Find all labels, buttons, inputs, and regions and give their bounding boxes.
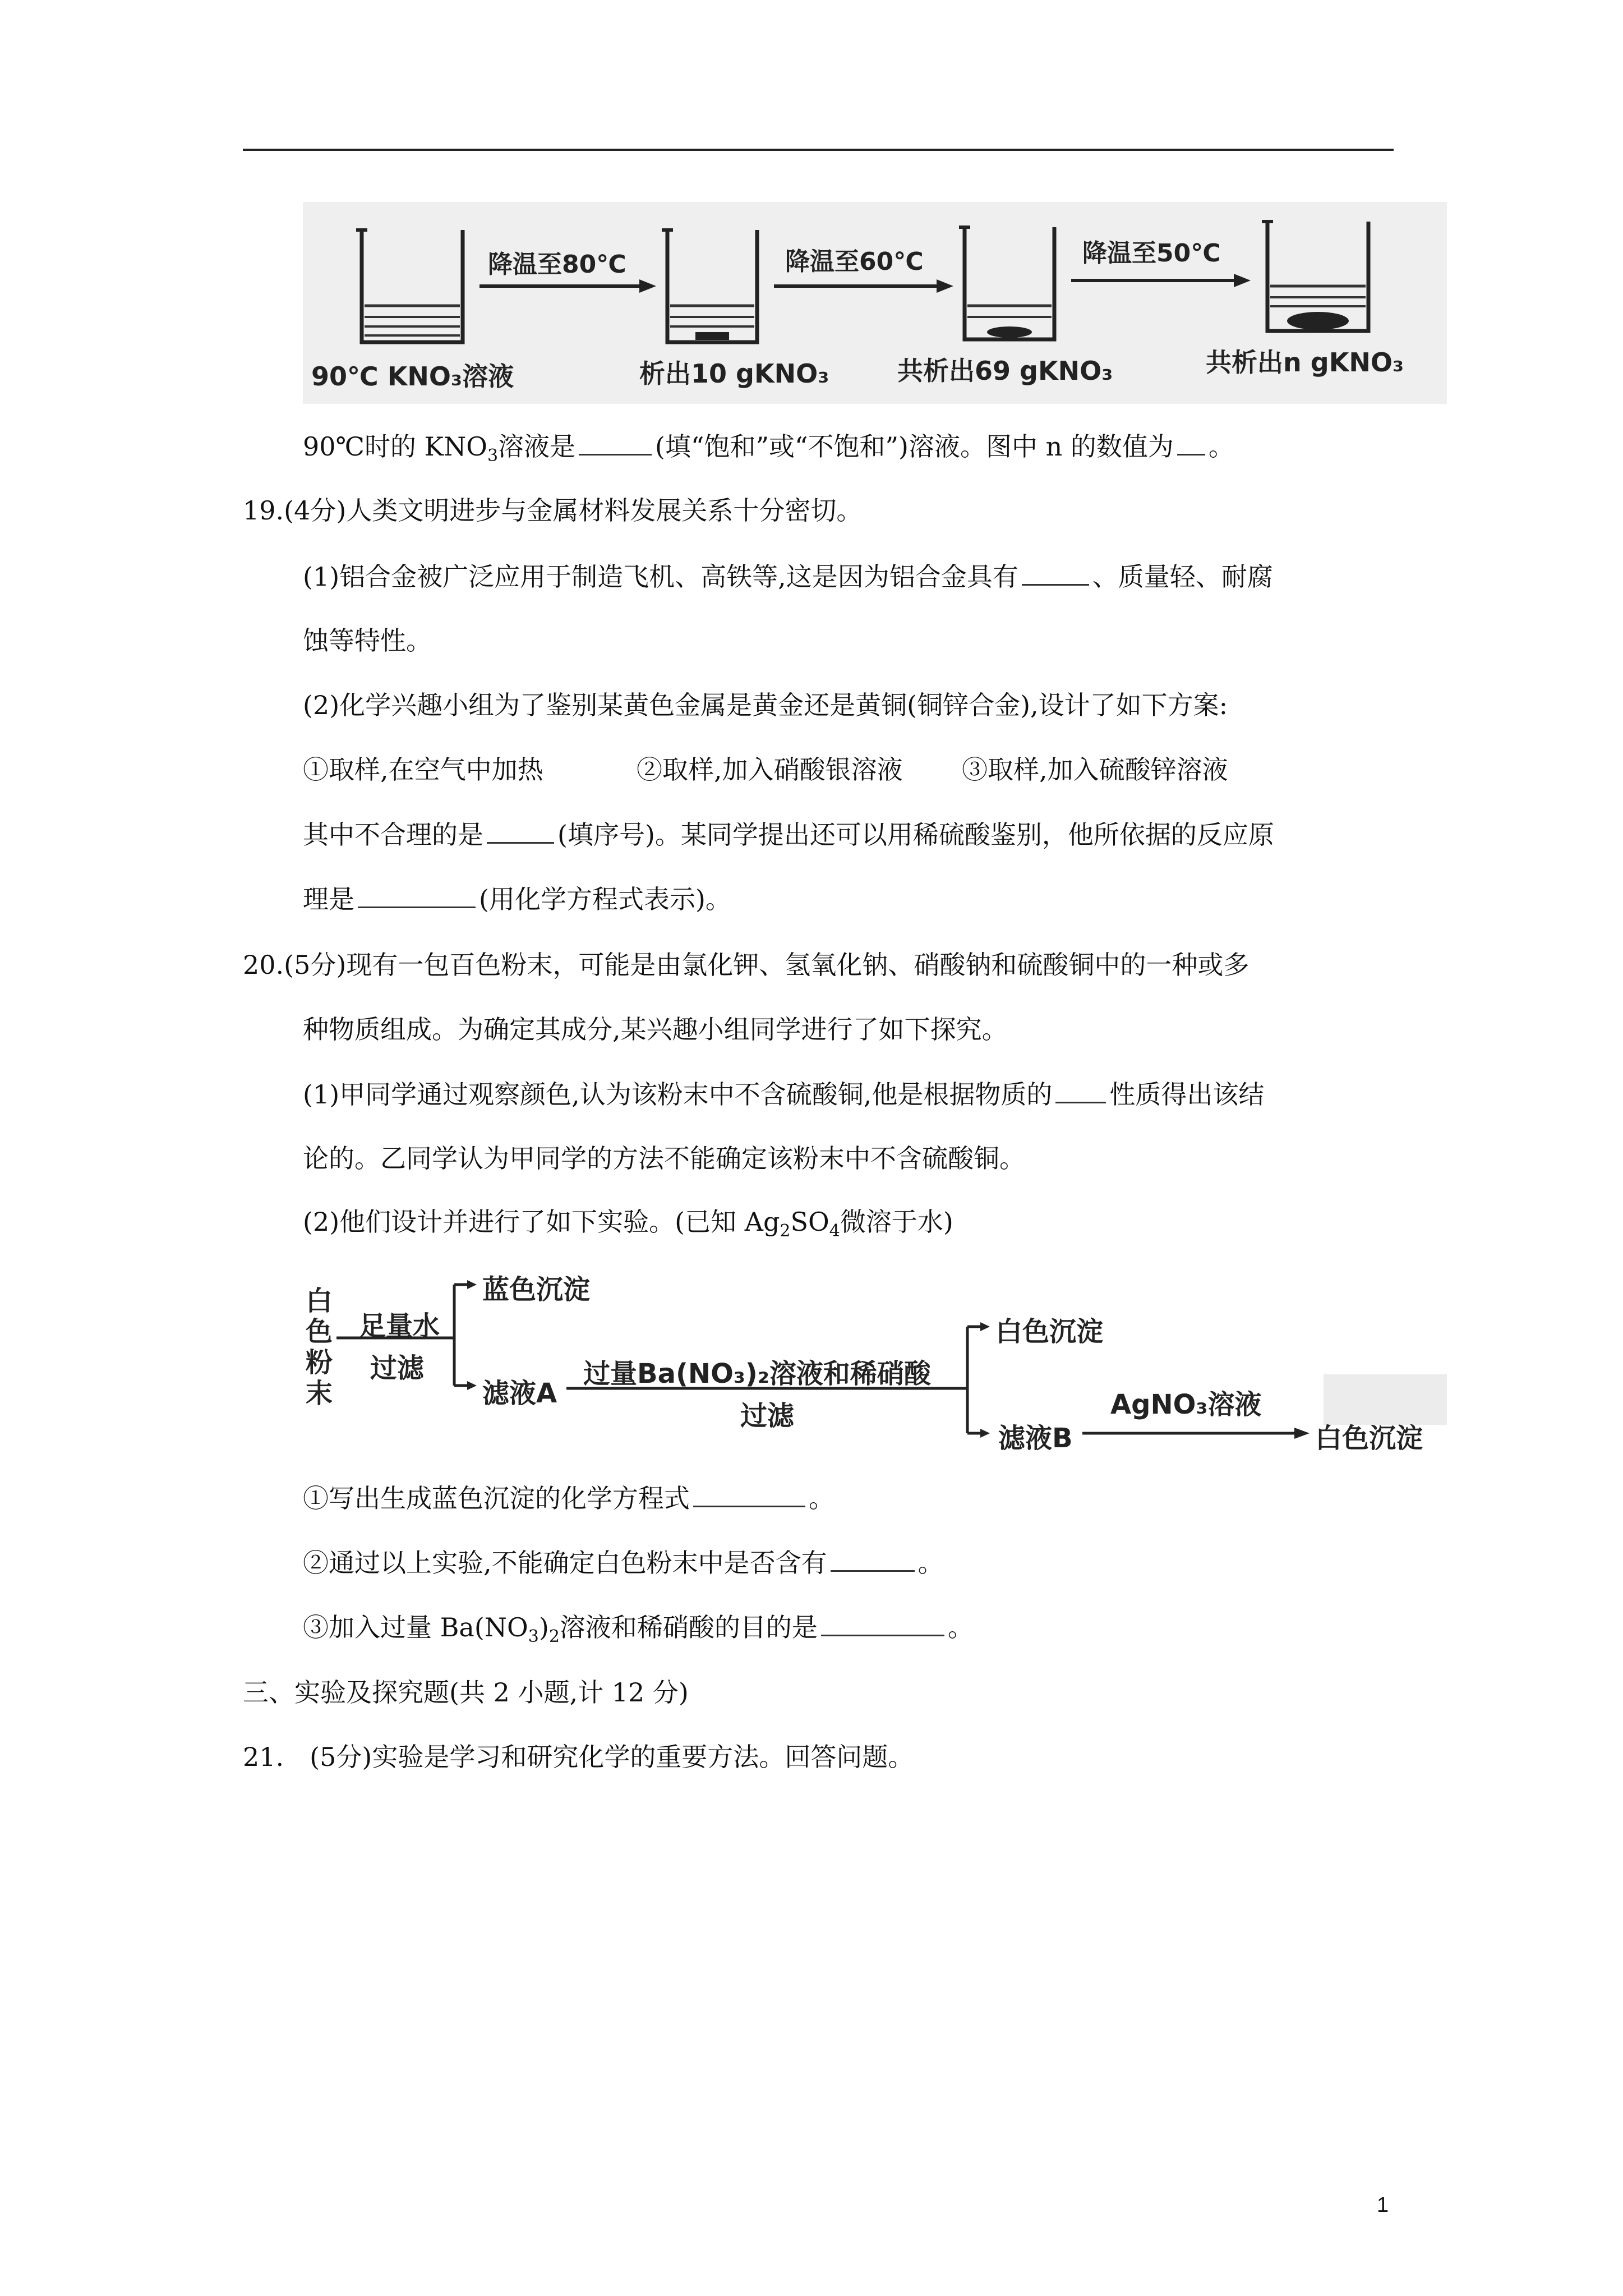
arrow-label: 降温至80℃: [488, 250, 626, 279]
beaker-label: 共析出n gKNO₃: [1206, 347, 1404, 378]
answer-blank[interactable]: [358, 882, 476, 908]
filtrate-a: 滤液A: [482, 1378, 557, 1409]
step3-reagent: AgNO₃溶液: [1110, 1389, 1262, 1420]
answer-blank[interactable]: [579, 429, 652, 455]
step1-reagent: 足量水: [359, 1310, 440, 1342]
step2-operation: 过滤: [740, 1400, 795, 1432]
q19-part1: (1)铝合金被广泛应用于制造飞机、高铁等,这是因为铝合金具有 、质量轻、耐腐: [303, 559, 1273, 593]
q20-part2: (2)他们设计并进行了如下实验。(已知 $Ag_2SO_4$微溶于水): [303, 1207, 953, 1241]
q19-part2: (2)化学兴趣小组为了鉴别某黄色金属是黄金还是黄铜(铜锌合金),设计了如下方案:: [303, 690, 1228, 720]
beaker-icon: [959, 227, 1054, 339]
beaker-icon: [1262, 222, 1368, 331]
answer-blank[interactable]: [1177, 429, 1205, 455]
q20-part1-cont: 论的。乙同学认为甲同学的方法不能确定该粉末中不含硫酸铜。: [303, 1143, 1025, 1174]
page-number: 1: [1377, 2193, 1389, 2217]
arrow-label: 降温至60℃: [785, 247, 924, 276]
arrow-label: 降温至50℃: [1082, 239, 1221, 268]
q20-sub3: ③加入过量 $Ba(NO_3)_2$溶液和稀硝酸的目的是 。: [303, 1610, 974, 1654]
white-precipitate-1: 白色沉淀: [995, 1316, 1104, 1347]
q20-header-cont: 种物质组成。为确定其成分,某兴趣小组同学进行了如下探究。: [303, 1014, 1008, 1045]
q19-part4: 理是 (用化学方程式表示)。: [303, 882, 731, 916]
filtrate-b: 滤液B: [998, 1423, 1073, 1454]
white-precipitate-2: 白色沉淀: [1315, 1423, 1423, 1454]
answer-blank[interactable]: [1055, 1077, 1106, 1103]
q20-sub1: ①写出生成蓝色沉淀的化学方程式 。: [303, 1481, 834, 1515]
answer-blank[interactable]: [831, 1545, 915, 1572]
answer-blank[interactable]: [1022, 559, 1089, 586]
start-char: 粉: [306, 1347, 333, 1378]
crystallization-figure: [303, 202, 1447, 404]
q18-question-line: 90℃时的 $KNO_3$溶液是 (填“饱和”或“不饱和”)溶液。图中 n 的数值为 。: [303, 429, 1234, 473]
q20-header: 20.(5分)现有一包百色粉末，可能是由氯化钾、氢氧化钠、硝酸钠和硫酸铜中的一种或多: [243, 950, 1249, 980]
arrow-head: [1234, 274, 1251, 287]
arrow-head: [937, 279, 953, 293]
beaker-icon: [662, 230, 757, 342]
step2-reagent: 过量Ba(NO₃)₂溶液和稀硝酸: [583, 1358, 931, 1389]
answer-blank[interactable]: [487, 817, 554, 844]
start-char: 白: [306, 1285, 333, 1317]
blue-precipitate: 蓝色沉淀: [482, 1274, 591, 1305]
q19-header: 19.(4分)人类文明进步与金属材料发展关系十分密切。: [243, 495, 863, 526]
experiment-flowchart: [303, 1262, 1447, 1464]
beaker-label: 90℃ KNO₃溶液: [311, 361, 514, 392]
q19-option-3: ③取样,加入硫酸锌溶液: [962, 754, 1228, 785]
section-3-title: 三、实验及探究题(共 2 小题,计 12 分): [243, 1677, 689, 1708]
answer-blank[interactable]: [693, 1481, 805, 1507]
q20-part1: (1)甲同学通过观察颜色,认为该粉末中不含硫酸铜,他是根据物质的 性质得出该结: [303, 1077, 1264, 1111]
q20-sub2: ②通过以上实验,不能确定白色粉末中是否含有 。: [303, 1545, 944, 1580]
q19-part3: 其中不合理的是 (填序号)。某同学提出还可以用稀硫酸鉴别，他所依据的反应原: [303, 817, 1274, 852]
beaker-label: 析出10 gKNO₃: [639, 358, 829, 389]
start-char: 色: [306, 1316, 333, 1347]
header-rule: [243, 149, 1394, 151]
q21-header: 21. (5分)实验是学习和研究化学的重要方法。回答问题。: [243, 1742, 914, 1772]
beaker-label: 共析出69 gKNO₃: [897, 356, 1113, 386]
q19-option-1: ①取样,在空气中加热: [303, 754, 543, 785]
q19-option-2: ②取样,加入硝酸银溶液: [637, 754, 903, 785]
q19-part1-cont: 蚀等特性。: [303, 625, 432, 656]
arrow-head: [639, 279, 656, 293]
beaker-icon: [356, 230, 463, 342]
step1-operation: 过滤: [370, 1352, 425, 1384]
answer-blank[interactable]: [821, 1610, 944, 1636]
start-char: 末: [306, 1378, 333, 1409]
